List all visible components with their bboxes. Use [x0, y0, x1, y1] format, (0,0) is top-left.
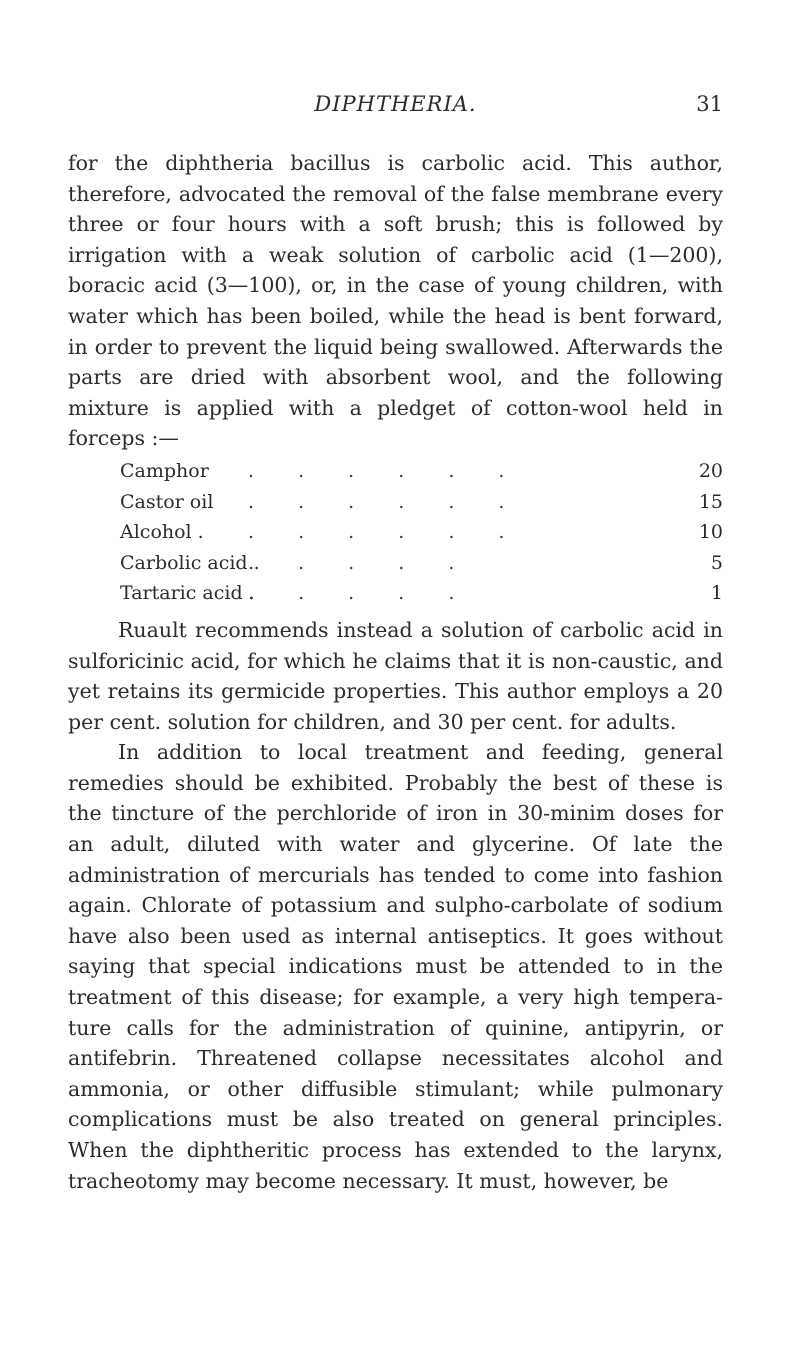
ingredient-quantity: 1: [673, 578, 723, 609]
ingredient-name: Castor oil: [120, 490, 214, 513]
dot-leader: . . . . . .: [248, 490, 524, 513]
recipe-row: [68, 517, 723, 548]
ingredient-quantity: 5: [673, 548, 723, 579]
dot-leader: . . . . .: [248, 551, 474, 574]
ingredient-quantity: 15: [673, 487, 723, 518]
paragraph-1: for the diphtheria bacillus is carbolic acid. This author, therefore, advocated the removal of the false membrane every three or four hours with a soft brush; this is followed by irrigation with a weak solution of carbolic acid (1—200), boracic acid (3—100), or, in the case of young children, with water which has been boiled, while the head is bent forward, in order to prevent the liquid being swallowed. Afterwards the parts are dried with absorbent wool, and the following mixture is applied with a pledget of cotton-wool held in forceps :—: [68, 151, 723, 451]
ingredient-quantity: 20: [673, 456, 723, 487]
running-head: [68, 92, 723, 122]
recipe-list: [68, 456, 723, 609]
running-title: DIPHTHERIA.: [314, 92, 477, 116]
dot-leader: . . . . . .: [248, 459, 524, 482]
ingredient-name: Camphor: [120, 459, 209, 482]
recipe-row: [68, 456, 723, 487]
dot-leader: . . . . .: [248, 582, 474, 605]
body-text: [68, 148, 723, 1196]
recipe-row: [68, 487, 723, 518]
paragraph-2: Ruault recommends instead a solution of carbolic acid in sulforicinic acid, for which he claims that it is non-caustic, and yet retains its germicide properties. This author employs a 20 per cent. solution for children, and 30 per cent. for adults.: [68, 617, 723, 734]
dot-leader: . . . . . .: [248, 521, 524, 544]
recipe-row: [68, 578, 723, 609]
ingredient-name: Tartaric acid .: [120, 582, 255, 605]
ingredient-quantity: 10: [673, 517, 723, 548]
ingredient-name: Alcohol .: [120, 521, 204, 544]
paragraph-3: In addition to local treatment and feeding, general remedies should be exhibited. Probably the best of these is the tincture of the perchloride of iron in 30-minim doses for an adult, diluted with water and glycerine. Of late the administration of mercurials has tended to come into fashion again. Chlorate of potassium and sulpho-carbolate of sodium have also been used as internal antiseptics. It goes without saying that special indications must be attended to in the treatment of this disease; for example, a very high tempera-ture calls for the administration of quinine, antipyrin, or antifebrin. Threatened collapse necessitates alcohol and ammonia, or other diffusible stimulant; while pulmonary complications must be also treated on general principles. When the diphtheritic process has extended to the larynx, tracheotomy may become necessary. It must, however, be: [68, 740, 723, 1193]
recipe-row: [68, 548, 723, 579]
ingredient-name: Carbolic acid .: [120, 551, 260, 574]
page-number: 31: [696, 92, 723, 116]
